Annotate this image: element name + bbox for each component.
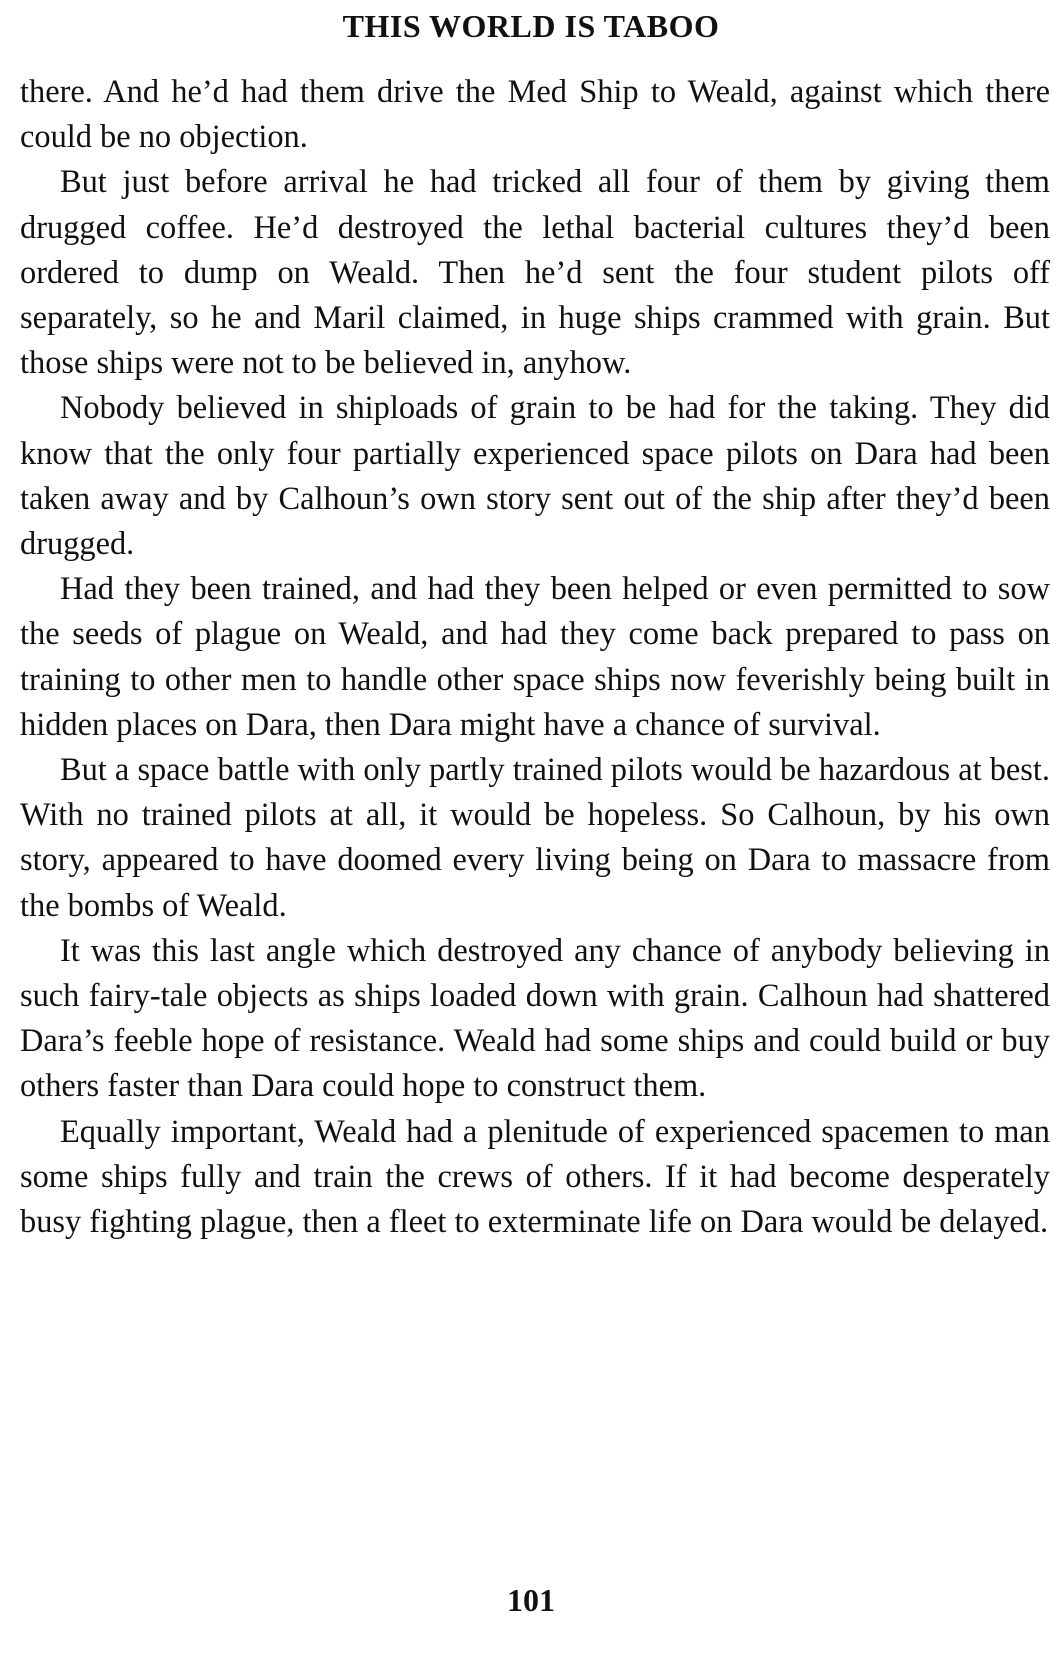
paragraph: Had they been trained, and had they been helped or even permitted to sow the seeds of plague on Weald, and had they come back prepared to pass on training to other men to handle other space ships now feverishly being built in hidden places on Dara, then Dara might have a chance of survival.	[20, 571, 1050, 743]
paragraph: But a space battle with only partly trained pilots would be hazardous at best. With no trained pilots at all, it would be hopeless. So Calhoun, by his own story, appeared to have doomed every living being on Dara to massacre from the bombs of Weald.	[20, 752, 1050, 924]
body-text	[20, 70, 1050, 1245]
paragraph: But just before arrival he had tricked all four of them by giving them drugged coffee. He’d destroyed the lethal bacterial cultures they’d been ordered to dump on Weald. Then he’d sent the four student pilots off separately, so he and Maril claimed, in huge ships crammed with grain. But those ships were not to be believed in, anyhow.	[20, 164, 1050, 382]
page-number: 101	[507, 1582, 555, 1618]
paragraph: It was this last angle which destroyed any chance of anybody believing in such fairy-tale objects as ships loaded down with grain. Calhoun had shattered Dara’s feeble hope of resistance. Weald had some ships and could build or buy others faster than Dara could hope to construct them.	[20, 932, 1050, 1105]
paragraph: Nobody believed in shiploads of grain to be had for the taking. They did know that the only four partially experienced space pilots on Dara had been taken away and by Calhoun’s own story sent out of the ship after they’d been drugged.	[20, 390, 1050, 563]
running-title: THIS WORLD IS TABOO	[342, 8, 720, 44]
paragraph: there. And he’d had them drive the Med Ship to Weald, against which there could be no objection.	[20, 74, 1050, 156]
paragraph: Equally important, Weald had a plenitude of experienced spacemen to man some ships fully and train the crews of others. If it had become desperately busy fighting plague, then a fleet to exterminate life on Dara would be delayed.	[20, 1113, 1050, 1241]
